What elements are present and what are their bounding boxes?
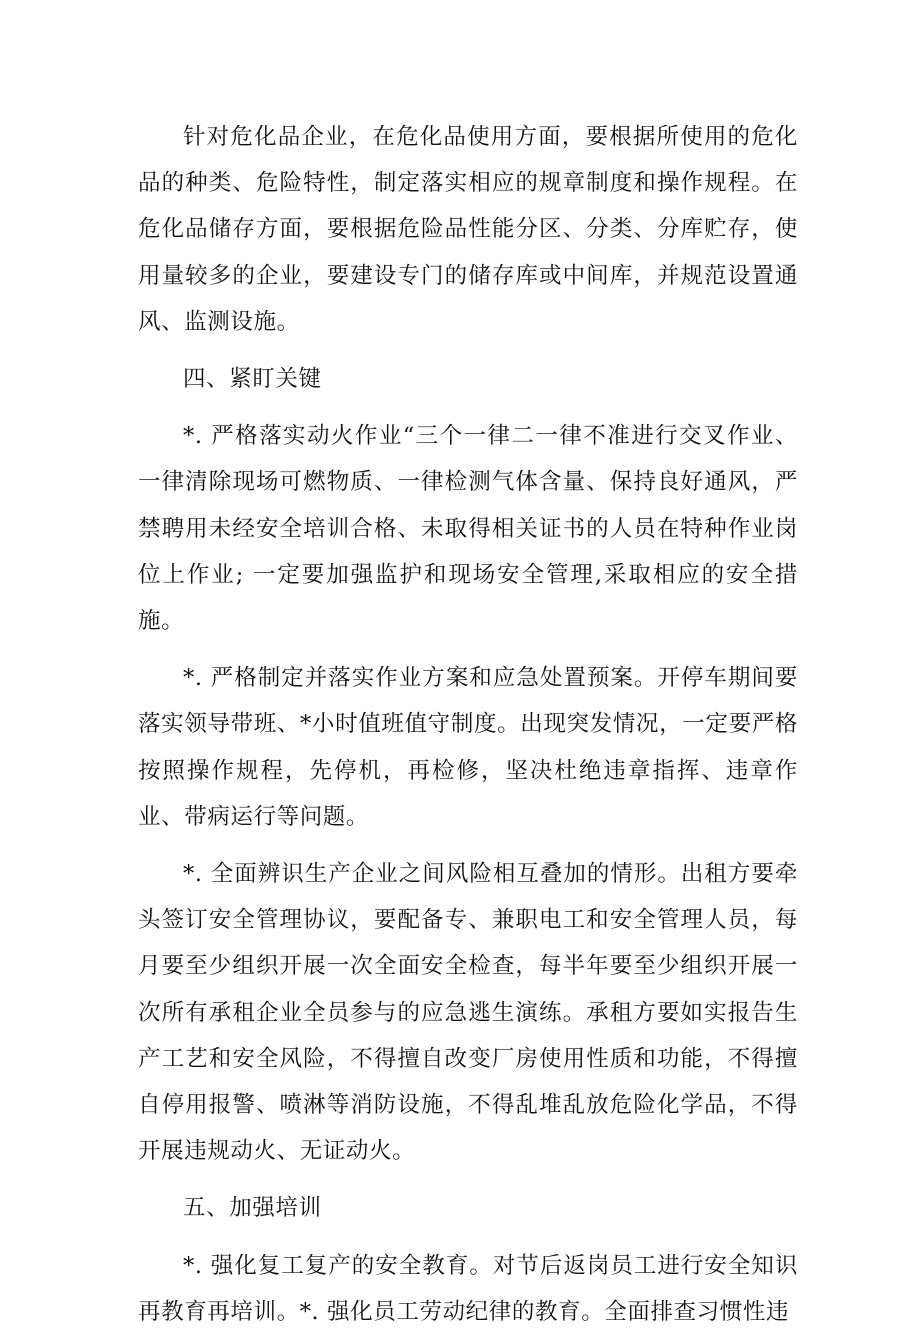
paragraph-hazmat-management: 针对危化品企业，在危化品使用方面，要根据所使用的危化品的种类、危险特性，制定落实相应的规章制度和操作规程。在危化品储存方面，要根据危险品性能分区、分类、分库贮存，使用量较多的企业，要建设专门的储存库或中间库，并规范设置通风、监测设施。 xyxy=(138,124,798,335)
section-five-item-training: *. 强化复工复产的安全教育。对节后返岗员工进行安全知识再教育再培训。*. 强化员工劳动纪律的教育。全面排查习惯性违 xyxy=(138,1252,798,1325)
document-body xyxy=(138,114,798,1335)
section-four-item-risk-overlap: *. 全面辨识生产企业之间风险相互叠加的情形。出租方要牵头签订安全管理协议，要配备专、兼职电工和安全管理人员，每月要至少组织开展一次全面安全检查，每半年要至少组织开展一次所有承租企业全员参与的应急逃生演练。承租方要如实报告生产工艺和安全风险，不得擅自改变厂房使用性质和功能，不得擅自停用报警、喷淋等消防设施，不得乱堆乱放危险化学品，不得开展违规动火、无证动火。 xyxy=(138,861,798,1165)
section-four-item-emergency-plan: *. 严格制定并落实作业方案和应急处置预案。开停车期间要落实领导带班、*小时值班值守制度。出现突发情况，一定要严格按照操作规程，先停机，再检修，坚决杜绝违章指挥、违章作业、带病运行等问题。 xyxy=(138,665,798,830)
paragraph-spacer xyxy=(138,345,798,356)
paragraph-spacer xyxy=(138,1174,798,1185)
section-four-item-hot-work: *. 严格落实动火作业“三个一律二一律不准进行交叉作业、一律清除现场可燃物质、一律检测气体含量、保持良好通风，严禁聘用未经安全培训合格、未取得相关证书的人员在特种作业岗位上作业; 一定要加强监护和现场安全管理,采取相应的安全措施。 xyxy=(138,423,798,635)
paragraph-spacer xyxy=(138,1232,798,1243)
section-five-heading: 五、加强培训 xyxy=(183,1195,322,1222)
paragraph-spacer xyxy=(138,644,798,655)
section-four-heading: 四、紧盯关键 xyxy=(183,366,322,393)
paragraph-spacer xyxy=(138,840,798,851)
paragraph-spacer xyxy=(138,402,798,413)
